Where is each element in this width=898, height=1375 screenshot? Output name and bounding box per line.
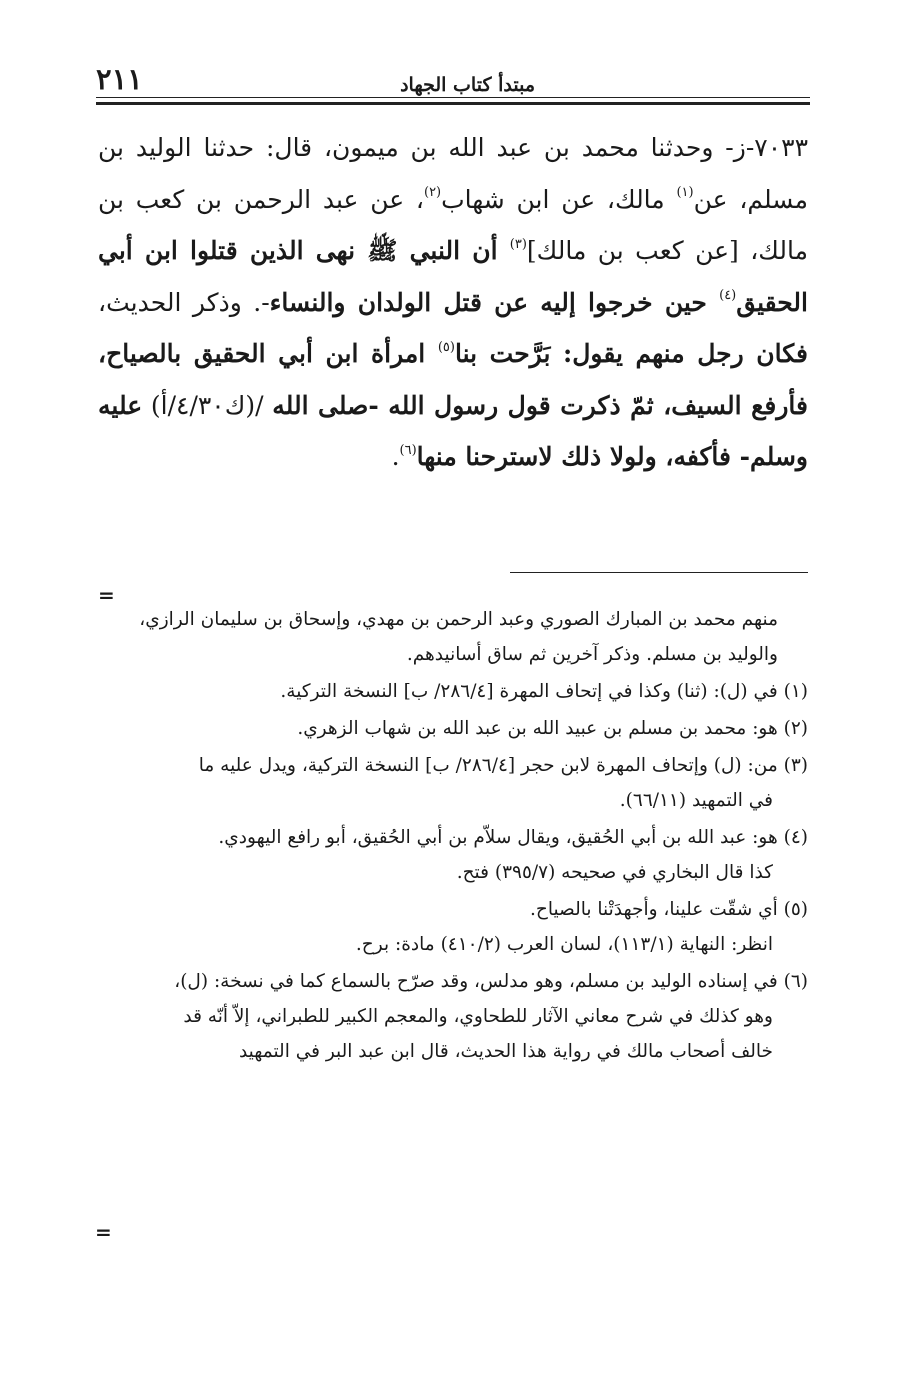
hadith-end-punct: . (391, 442, 400, 471)
hadith-text-segment: ، عن عبد الرحمن بن كعب بن مالك، [عن كعب بن مالك] (98, 184, 808, 265)
footnote-line: (٤) هو: عبد الله بن أبي الحُقيق، ويقال سلاّم بن أبي الحُقيق، أبو رافع اليهودي. (218, 827, 808, 848)
hadith-matn-bold: أن النبي ﷺ نهى الذين قتلوا ابن أبي الحقيق (98, 236, 808, 317)
footnote-ref-3: (٣) (509, 236, 527, 252)
footnote-line: والوليد بن مسلم. وذكر آخرين ثم ساق أسانيدهم. (406, 644, 778, 665)
footnote-separator (510, 572, 808, 573)
footnote-5 (98, 892, 808, 962)
manuscript-folio-ref: /(ك٤/٣٠/أ) (142, 390, 273, 420)
footnote-line: وهو كذلك في شرح معاني الآثار للطحاوي، والمعجم الكبير للطبراني، إلاّ أنّه قد (183, 1006, 773, 1027)
footnote-3 (98, 748, 808, 818)
footnote-ref-1: (١) (676, 185, 694, 201)
continuation-mark-bottom: = (95, 1220, 112, 1244)
footnote-ref-5: (٥) (437, 339, 455, 355)
footnote-ref-4: (٤) (719, 288, 737, 304)
hadith-isnad: ٧٠٣٣-ز- وحدثنا محمد بن عبد الله بن ميمون، قال: حدثنا الوليد بن مسلم، عن (98, 133, 808, 214)
footnotes (98, 602, 808, 1071)
footnote-line: كذا قال البخاري في صحيحه (٣٩٥/٧) فتح. (456, 862, 773, 883)
footnote-carryover (98, 602, 808, 672)
footnote-line: (٣) من: (ل) وإتحاف المهرة لابن حجر [٢٨٦/٤/ ب] النسخة التركية، ويدل عليه ما (198, 755, 808, 776)
continuation-mark-top: = (98, 583, 115, 607)
hadith-matn-bold: فكان رجل منهم يقول: بَرَّحت بنا (454, 339, 808, 368)
footnote-1: (١) في (ل): (ثنا) وكذا في إتحاف المهرة [٢٨٦/٤/ ب] النسخة التركية. (280, 681, 808, 702)
footnote-line: انظر: النهاية (١١٣/١)، لسان العرب (٤١٠/٢) مادة: برح. (355, 934, 773, 955)
footnote-ref-2: (٢) (423, 185, 442, 201)
hadith-text-segment: مالك، عن ابن شهاب (441, 184, 677, 214)
hadith-text (98, 122, 808, 483)
footnote-line: في التمهيد (٦٦/١١). (619, 790, 773, 811)
footnote-line: (٥) أي شقّت علينا، وأجهدَتْنا بالصياح. (530, 899, 808, 920)
header-rule-thick (96, 102, 810, 105)
page-number: ٢١١ (96, 62, 143, 96)
hadith-matn-bold: امرأة ابن أبي الحقيق بالصياح، فأرفع السيف، ثمّ ذكرت قول رسول الله -صلى الله (98, 339, 808, 420)
footnote-2: (٢) هو: محمد بن مسلم بن عبيد الله بن عبد الله بن شهاب الزهري. (297, 718, 808, 739)
hadith-matn-bold: عليه وسلم- فأكفه، ولولا ذلك لاسترحنا منها (98, 390, 808, 471)
footnote-line: خالف أصحاب مالك في رواية هذا الحديث، قال ابن عبد البر في التمهيد (238, 1041, 773, 1062)
hadith-text-segment: -. وذكر الحديث، (98, 287, 270, 317)
footnote-6 (98, 964, 808, 1069)
footnote-line: (٦) في إسناده الوليد بن مسلم، وهو مدلس، وقد صرّح بالسماع كما في نسخة: (ل)، (174, 971, 808, 992)
header-rule-thin (96, 97, 810, 98)
running-title: مبتدأ كتاب الجهاد (400, 74, 535, 96)
footnote-line: منهم محمد بن المبارك الصوري وعبد الرحمن بن مهدي، وإسحاق بن سليمان الرازي، (139, 609, 778, 630)
footnote-4 (98, 820, 808, 890)
footnote-ref-6: (٦) (399, 442, 417, 458)
hadith-matn-bold: حين خرجوا إليه عن قتل الولدان والنساء (269, 287, 720, 317)
